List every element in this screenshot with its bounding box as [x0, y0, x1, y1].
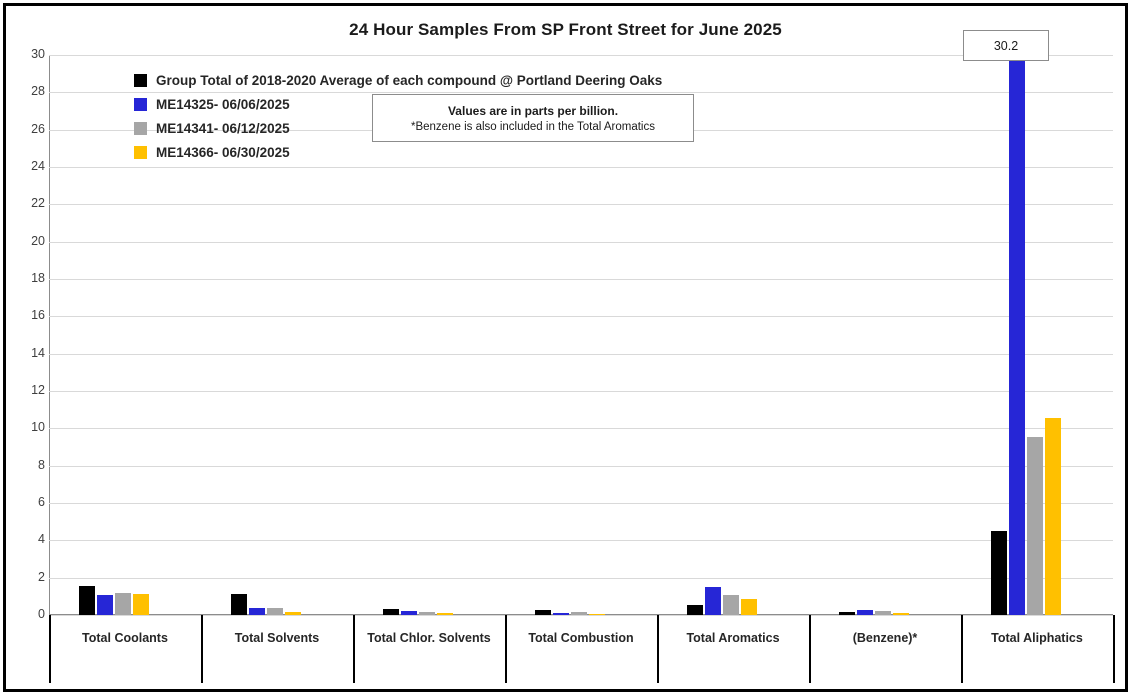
bar[interactable] [419, 612, 435, 615]
chart-title: 24 Hour Samples From SP Front Street for June 2025 [349, 20, 782, 39]
bar[interactable] [231, 594, 247, 615]
gridline [49, 615, 1113, 616]
bar[interactable] [589, 614, 605, 615]
bar-group [961, 55, 1113, 645]
y-tick-label: 2 [38, 569, 45, 584]
bar-group [809, 55, 961, 645]
bar[interactable] [875, 611, 891, 615]
legend-item[interactable] [134, 68, 662, 92]
bar[interactable] [839, 612, 855, 615]
bar[interactable] [1009, 51, 1025, 615]
bar[interactable] [383, 609, 399, 615]
bar[interactable] [893, 613, 909, 615]
x-category-label: Total Aromatics [686, 631, 780, 645]
category-separator [961, 615, 963, 683]
y-tick-label: 6 [38, 495, 45, 509]
legend-swatch-series-4 [134, 146, 147, 159]
y-tick-label: 10 [31, 420, 45, 435]
bar[interactable] [723, 595, 739, 615]
legend-swatch-series-1 [134, 74, 147, 87]
y-tick-label: 8 [38, 457, 45, 472]
y-tick-label: 24 [31, 159, 45, 173]
bar[interactable] [535, 610, 551, 615]
legend-swatch-series-2 [134, 98, 147, 111]
bar[interactable] [401, 611, 417, 615]
category-separator [353, 615, 355, 683]
category-separator [657, 615, 659, 683]
bar[interactable] [133, 594, 149, 615]
bar[interactable] [249, 608, 265, 615]
category-separator [201, 615, 203, 683]
y-tick-label: 12 [31, 383, 45, 397]
x-category-label: Total Chlor. Solvents [367, 631, 491, 645]
category-separator [1113, 615, 1115, 683]
bar[interactable] [267, 608, 283, 615]
y-tick-label: 26 [31, 121, 45, 136]
bar[interactable] [437, 613, 453, 615]
y-tick-label: 4 [38, 532, 45, 547]
bar[interactable] [857, 610, 873, 615]
bar[interactable] [741, 599, 757, 615]
bar[interactable] [991, 531, 1007, 615]
chart-frame [3, 3, 1128, 692]
category-separator [49, 615, 51, 683]
x-category-label: Total Solvents [234, 631, 320, 645]
note-line-1: Values are in parts per billion. [447, 103, 619, 118]
x-category-label: Total Coolants [82, 631, 168, 645]
y-tick-label: 0 [38, 607, 45, 621]
y-tick-label: 20 [31, 233, 45, 248]
category-separator [505, 615, 507, 683]
legend-label-series-1: Group Total of 2018-2020 Average of each compound @ Portland Deering Oaks [156, 72, 663, 88]
peak-value-label: 30.2 [963, 30, 1049, 61]
y-tick-label: 14 [31, 345, 45, 360]
bar[interactable] [571, 612, 587, 615]
x-category-label: Total Aliphatics [991, 631, 1083, 645]
legend-item[interactable] [134, 140, 662, 164]
y-tick-label: 30 [31, 47, 45, 61]
x-category-label: (Benzene)* [852, 631, 918, 645]
note-line-2: *Benzene is also included in the Total Aromatics [411, 120, 655, 133]
y-tick-label: 18 [31, 271, 45, 285]
bar[interactable] [97, 595, 113, 615]
legend-swatch-series-3 [134, 122, 147, 135]
note-box [372, 94, 694, 142]
category-separator [809, 615, 811, 683]
bar[interactable] [1045, 418, 1061, 615]
bar[interactable] [79, 586, 95, 615]
legend-label-series-4: ME14366- 06/30/2025 [156, 144, 290, 160]
bar[interactable] [115, 593, 131, 615]
bar[interactable] [705, 587, 721, 615]
x-category-label: Total Combustion [528, 631, 634, 645]
y-tick-label: 22 [31, 196, 45, 211]
bar[interactable] [553, 613, 569, 615]
bar[interactable] [687, 605, 703, 615]
bar[interactable] [1027, 437, 1043, 615]
legend-label-series-3: ME14341- 06/12/2025 [156, 120, 290, 136]
bar[interactable] [285, 612, 301, 615]
y-tick-label: 16 [31, 308, 45, 323]
legend-label-series-2: ME14325- 06/06/2025 [156, 96, 290, 112]
y-tick-label: 28 [31, 84, 45, 99]
